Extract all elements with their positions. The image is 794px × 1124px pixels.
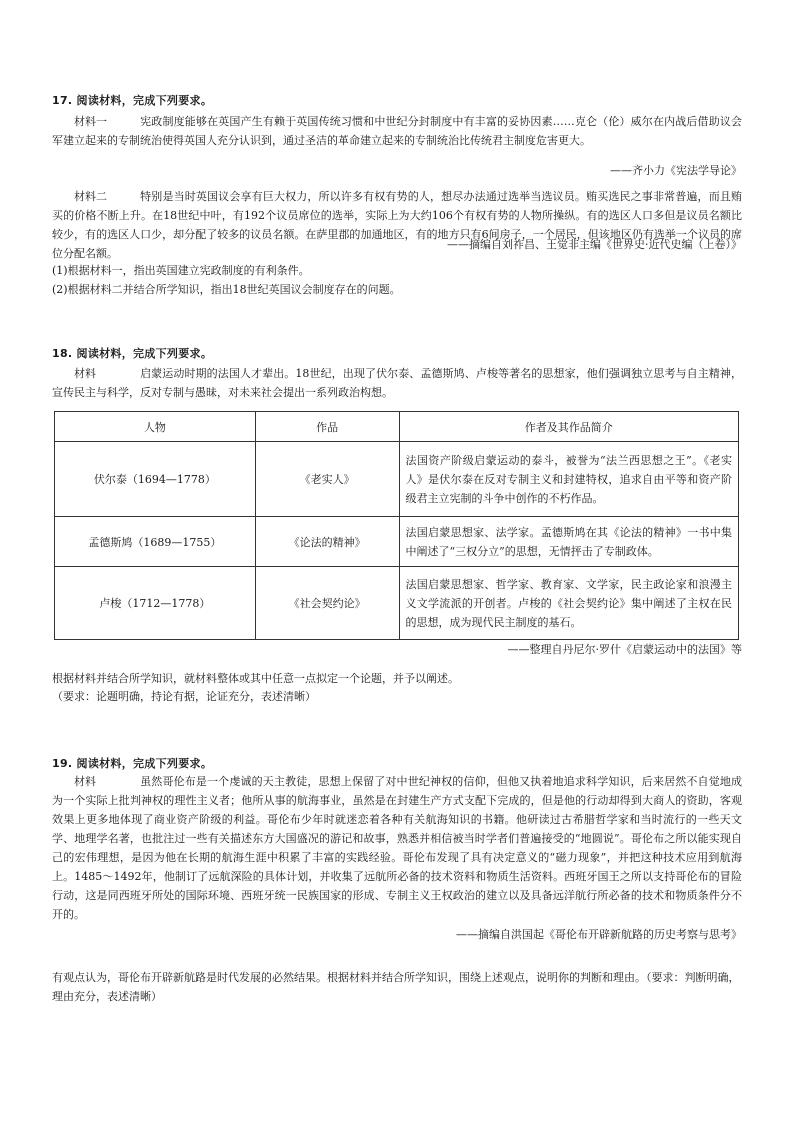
q19-material-text: 虽然哥伦布是一个虔诚的天主教徒，思想上保留了对中世纪神权的信仰，但他又执着地追求科学知识，后来居然不自觉地成为一个实际上批判神权的理性主义者；他所从事的航海事业，虽然是在封建生产方式支配下完成的，但是他的行动却得到大商人的资助，客观效果上更多地体现了商业资产阶级的利益。哥伦布少年时就迷恋着各种有关航海知识的书籍。他研读过古希腊哲学家和当时流行的一些天文学、地理学名著，也批注过一些有关描述东方大国盛况的游记和故事，熟悉并相信被当时学者们普遍接受的“地圆说”。哥伦布之所以能实现自己的宏伟理想，是因为他在长期的航海生涯中积累了丰富的实践经验。哥伦布发现了具有决定意义的“磁力现象”，并把这种技术应用到航海上。1485～1492年，他制订了远航深险的具体计划，并收集了远航所必备的技术资料和物质生活资料。西班牙国王之所以支持哥伦布的冒险行动，这是同西班牙所处的国际环境、西班牙统一民族国家的形成、专制主义王权政治的建立以及具备远洋航行所必备的技术和物质条件分不开的。 [52, 775, 742, 921]
q19-material-label: 材料 [74, 775, 96, 788]
q18-requirements: （要求：论题明确，持论有据，论证充分，表述清晰） [52, 690, 316, 703]
q17-material-2-label: 材料二 [74, 190, 107, 203]
q18-source: ——整理自丹尼尔·罗什《启蒙运动中的法国》等 [507, 643, 742, 656]
header-description: 作者及其作品简介 [399, 412, 739, 442]
work-cell: 《社会契约论》 [255, 567, 399, 640]
description-cell: 法国启蒙思想家、哲学家、教育家、文学家，民主政论家和浪漫主义文学流派的开创者。卢梭的《社会契约论》集中阐述了主权在民的思想，成为现代民主制度的基石。 [399, 567, 739, 640]
philosophers-table [54, 411, 739, 640]
q17-material-1-text: 宪政制度能够在英国产生有赖于英国传统习惯和中世纪分封制度中有丰富的妥协因素……克仑（伦）威尔在内战后借助议会军建立起来的专制统治使得英国人充分认识到，通过圣洁的革命建立起来的专制统治比传统君主制度危害更大。 [52, 115, 742, 147]
q18-task: 根据材料并结合所学知识，就材料整体或其中任意一点拟定一个论题，并予以阐述。 [52, 672, 459, 685]
work-cell: 《老实人》 [255, 442, 399, 517]
q17-material-2-source: ——摘编自刘祚昌、王觉非主编《世界史·近代史编（上卷）》 [447, 238, 742, 251]
description-cell: 法国启蒙思想家、法学家。孟德斯鸠在其《论法的精神》一书中集中阐述了“三权分立”的思想，无情抨击了专制政体。 [399, 517, 739, 567]
table-row [55, 442, 739, 517]
header-person: 人物 [55, 412, 256, 442]
table-row [55, 567, 739, 640]
person-cell: 卢梭（1712—1778） [55, 567, 256, 640]
q17-material-1-source: ——齐小力《宪法学导论》 [610, 164, 742, 177]
table-row [55, 517, 739, 567]
header-work: 作品 [255, 412, 399, 442]
question-17-title: 17. 阅读材料，完成下列要求。 [52, 94, 213, 107]
q19-material [52, 772, 742, 924]
person-cell: 孟德斯鸠（1689—1755） [55, 517, 256, 567]
q17-material-1-label: 材料一 [74, 115, 107, 128]
q19-task: 有观点认为，哥伦布开辟新航路是时代发展的必然结果。根据材料并结合所学知识，围绕上述观点，说明你的判断和理由。（要求：判断明确，理由充分，表述清晰） [52, 971, 740, 1003]
person-cell: 伏尔泰（1694—1778） [55, 442, 256, 517]
q18-material [52, 364, 742, 402]
work-cell: 《论法的精神》 [255, 517, 399, 567]
question-19-title: 19. 阅读材料，完成下列要求。 [52, 757, 213, 770]
table-header-row [55, 412, 739, 442]
q17-sub-question-2: (2)根据材料二并结合所学知识，指出18世纪英国议会制度存在的问题。 [52, 283, 401, 296]
question-18-title: 18. 阅读材料，完成下列要求。 [52, 347, 213, 360]
q18-material-label: 材料 [74, 367, 96, 380]
q18-material-text: 启蒙运动时期的法国人才辈出。18世纪，出现了伏尔泰、孟德斯鸠、卢梭等著名的思想家，他们强调独立思考与自主精神，宣传民主与科学，反对专制与愚昧，对未来社会提出一系列政治构想。 [52, 367, 742, 399]
q17-material-1 [52, 112, 742, 150]
q17-sub-question-1: (1)根据材料一，指出英国建立宪政制度的有利条件。 [52, 264, 310, 277]
q19-source: ——摘编自洪国起《哥伦布开辟新航路的历史考察与思考》 [456, 928, 742, 941]
description-cell: 法国资产阶级启蒙运动的泰斗，被誉为“法兰西思想之王”。《老实人》是伏尔泰在反对专制主义和封建特权，追求自由平等和资产阶级君主立宪制的斗争中创作的不朽作品。 [399, 442, 739, 517]
q17-material-2-text: 特别是当时英国议会享有巨大权力，所以许多有权有势的人，想尽办法通过选举当选议员。贿买选民之事非常普遍，而且贿买的价格不断上升。在18世纪中叶，有192个议员席位的选举，实际上为大约106个有权有势的人物所操纵。有的选区人口多但是议员名额比较少，有的选区人口少，却分配了较多的议员名额。在萨里郡的加通地区，有的地方只有6间房子，一个居民，但该地区仍有选举一个议员的席位分配名额。 [52, 190, 742, 260]
